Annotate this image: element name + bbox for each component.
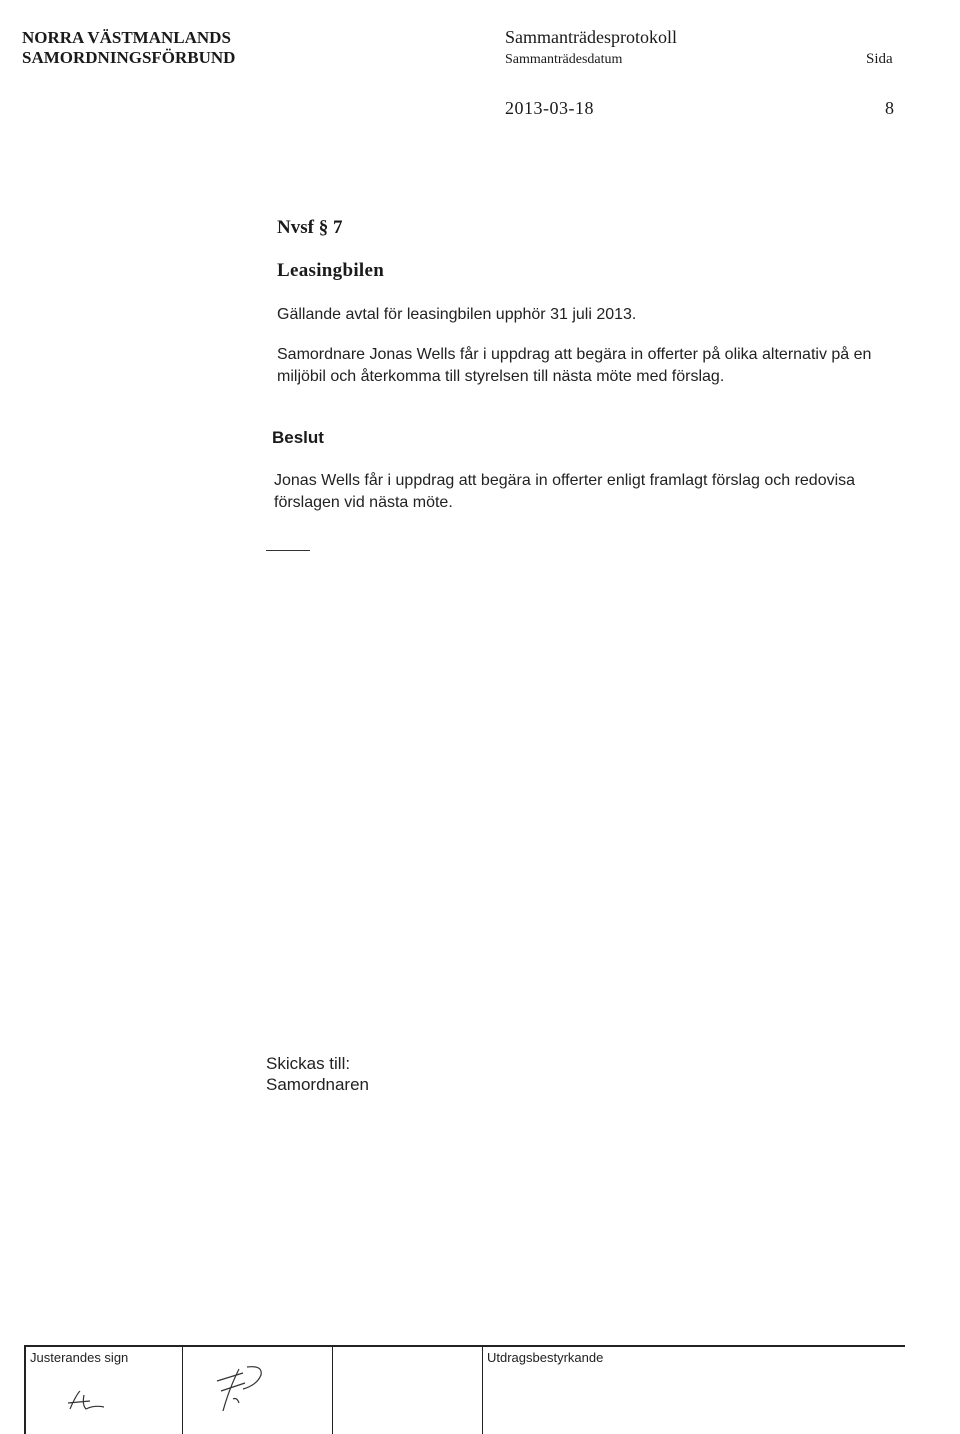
meeting-date-label: Sammanträdesdatum [505,52,623,67]
page-number: 8 [885,98,894,118]
extract-certified-label: Utdragsbestyrkande [487,1350,604,1365]
section-title: Leasingbilen [277,260,385,281]
end-rule [266,550,310,551]
distribution-recipient: Samordnaren [266,1075,370,1094]
adjuster-sign-cell [24,1347,184,1434]
signature-initials-2 [203,1359,283,1419]
decision-text: Jonas Wells får i uppdrag att begära in offerter enligt framlagt förslag och redovisa förslagen vid nästa möte. [274,472,856,511]
signature-cell-3 [332,1347,483,1434]
distribution-block [266,1053,369,1095]
page-label: Sida [866,51,893,67]
signature-initials-1 [64,1385,124,1415]
body-paragraph-1: Gällande avtal för leasingbilen upphör 31 juli 2013. [277,306,637,323]
distribution-label: Skickas till: [266,1054,351,1073]
extract-certified-cell [482,1347,906,1434]
meeting-date: 2013-03-18 [505,98,594,118]
paragraph-number: Nvsf § 7 [277,217,343,238]
organization-name-line2: SAMORDNINGSFÖRBUND [22,48,236,67]
decision-heading: Beslut [272,428,324,447]
document-type: Sammanträdesprotokoll [505,27,677,47]
body-paragraph-2: Samordnare Jonas Wells får i uppdrag att begära in offerter på olika alternativ på en miljöbil och återkomma till styrelsen till nästa möte med förslag. [277,346,872,385]
signature-footer [24,1345,905,1434]
adjuster-sign-cell-2 [182,1347,333,1434]
organization-name [22,28,235,68]
adjuster-sign-label: Justerandes sign [30,1350,129,1365]
organization-name-line1: NORRA VÄSTMANLANDS [22,28,231,47]
